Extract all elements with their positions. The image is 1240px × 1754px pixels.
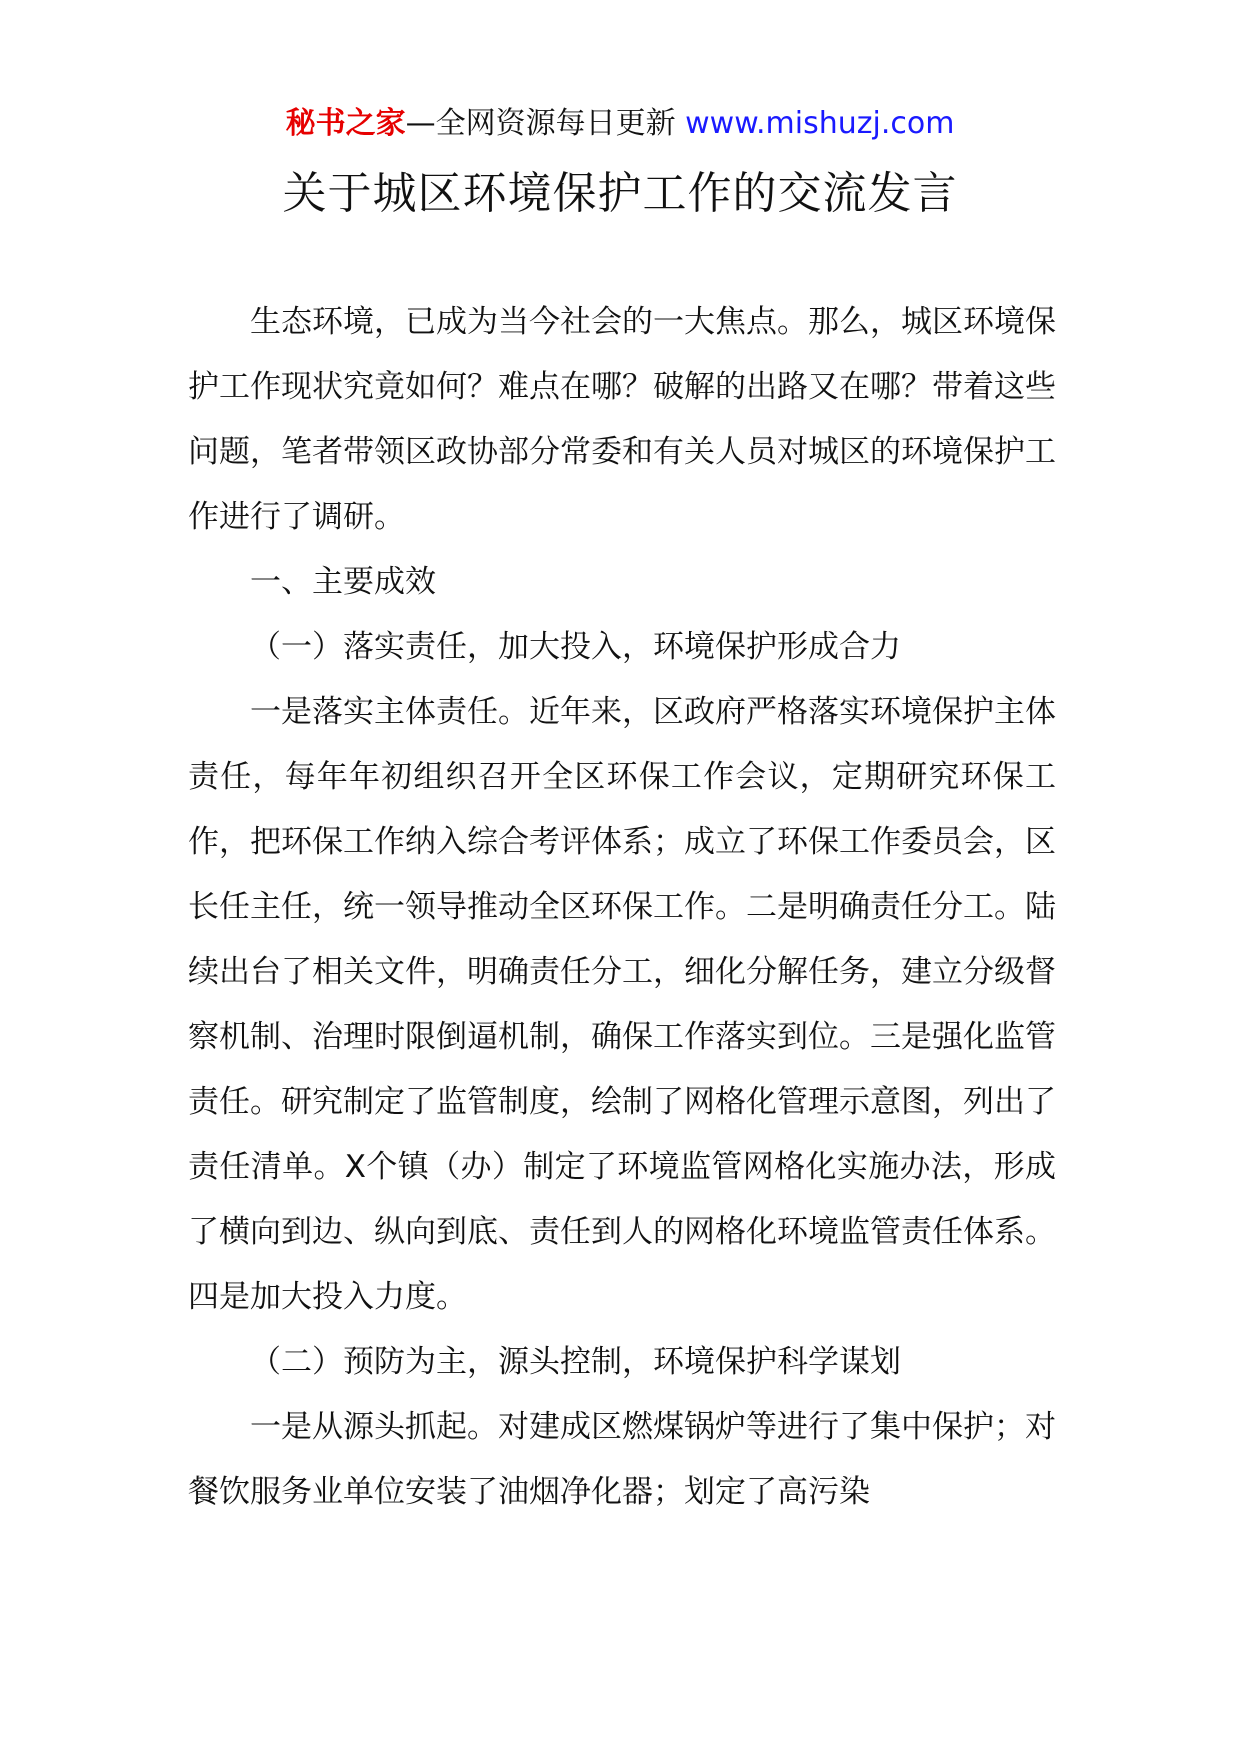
subsection-2-paragraph: 一是从源头抓起。对建成区燃煤锅炉等进行了集中保护；对餐饮服务业单位安装了油烟净化器；划定了高污染 — [188, 1409, 1056, 1510]
header-tagline: —全网资源每日更新 — [405, 106, 686, 141]
document-body — [188, 290, 1056, 1525]
document-title: 关于城区环境保护工作的交流发言 — [282, 168, 958, 219]
subsection-heading-1: （一）落实责任，加大投入，环境保护形成合力 — [250, 629, 901, 665]
intro-paragraph: 生态环境，已成为当今社会的一大焦点。那么，城区环境保护工作现状究竟如何？难点在哪？破解的出路又在哪？带着这些问题，笔者带领区政协部分常委和有关人员对城区的环境保护工作进行了调研。 — [188, 304, 1056, 535]
section-heading-main-results: 一、主要成效 — [250, 564, 436, 600]
subsection-1-paragraph: 一是落实主体责任。近年来，区政府严格落实环境保护主体责任，每年年初组织召开全区环保工作会议，定期研究环保工作，把环保工作纳入综合考评体系；成立了环保工作委员会，区长任主任，统一领导推动全区环保工作。二是明确责任分工。陆续出台了相关文件，明确责任分工，细化分解任务，建立分级督察机制、治理时限倒逼机制，确保工作落实到位。三是强化监管责任。研究制定了监管制度，绘制了网格化管理示意图，列出了责任清单。X个镇（办）制定了环境监管网格化实施办法，形成了横向到边、纵向到底、责任到人的网格化环境监管责任体系。四是加大投入力度。 — [188, 694, 1056, 1315]
site-header — [0, 100, 1240, 148]
subsection-heading-2: （二）预防为主，源头控制，环境保护科学谋划 — [250, 1344, 901, 1380]
site-url-link[interactable]: www.mishuzj.com — [685, 106, 955, 141]
brand-name: 秘书之家 — [285, 106, 406, 141]
